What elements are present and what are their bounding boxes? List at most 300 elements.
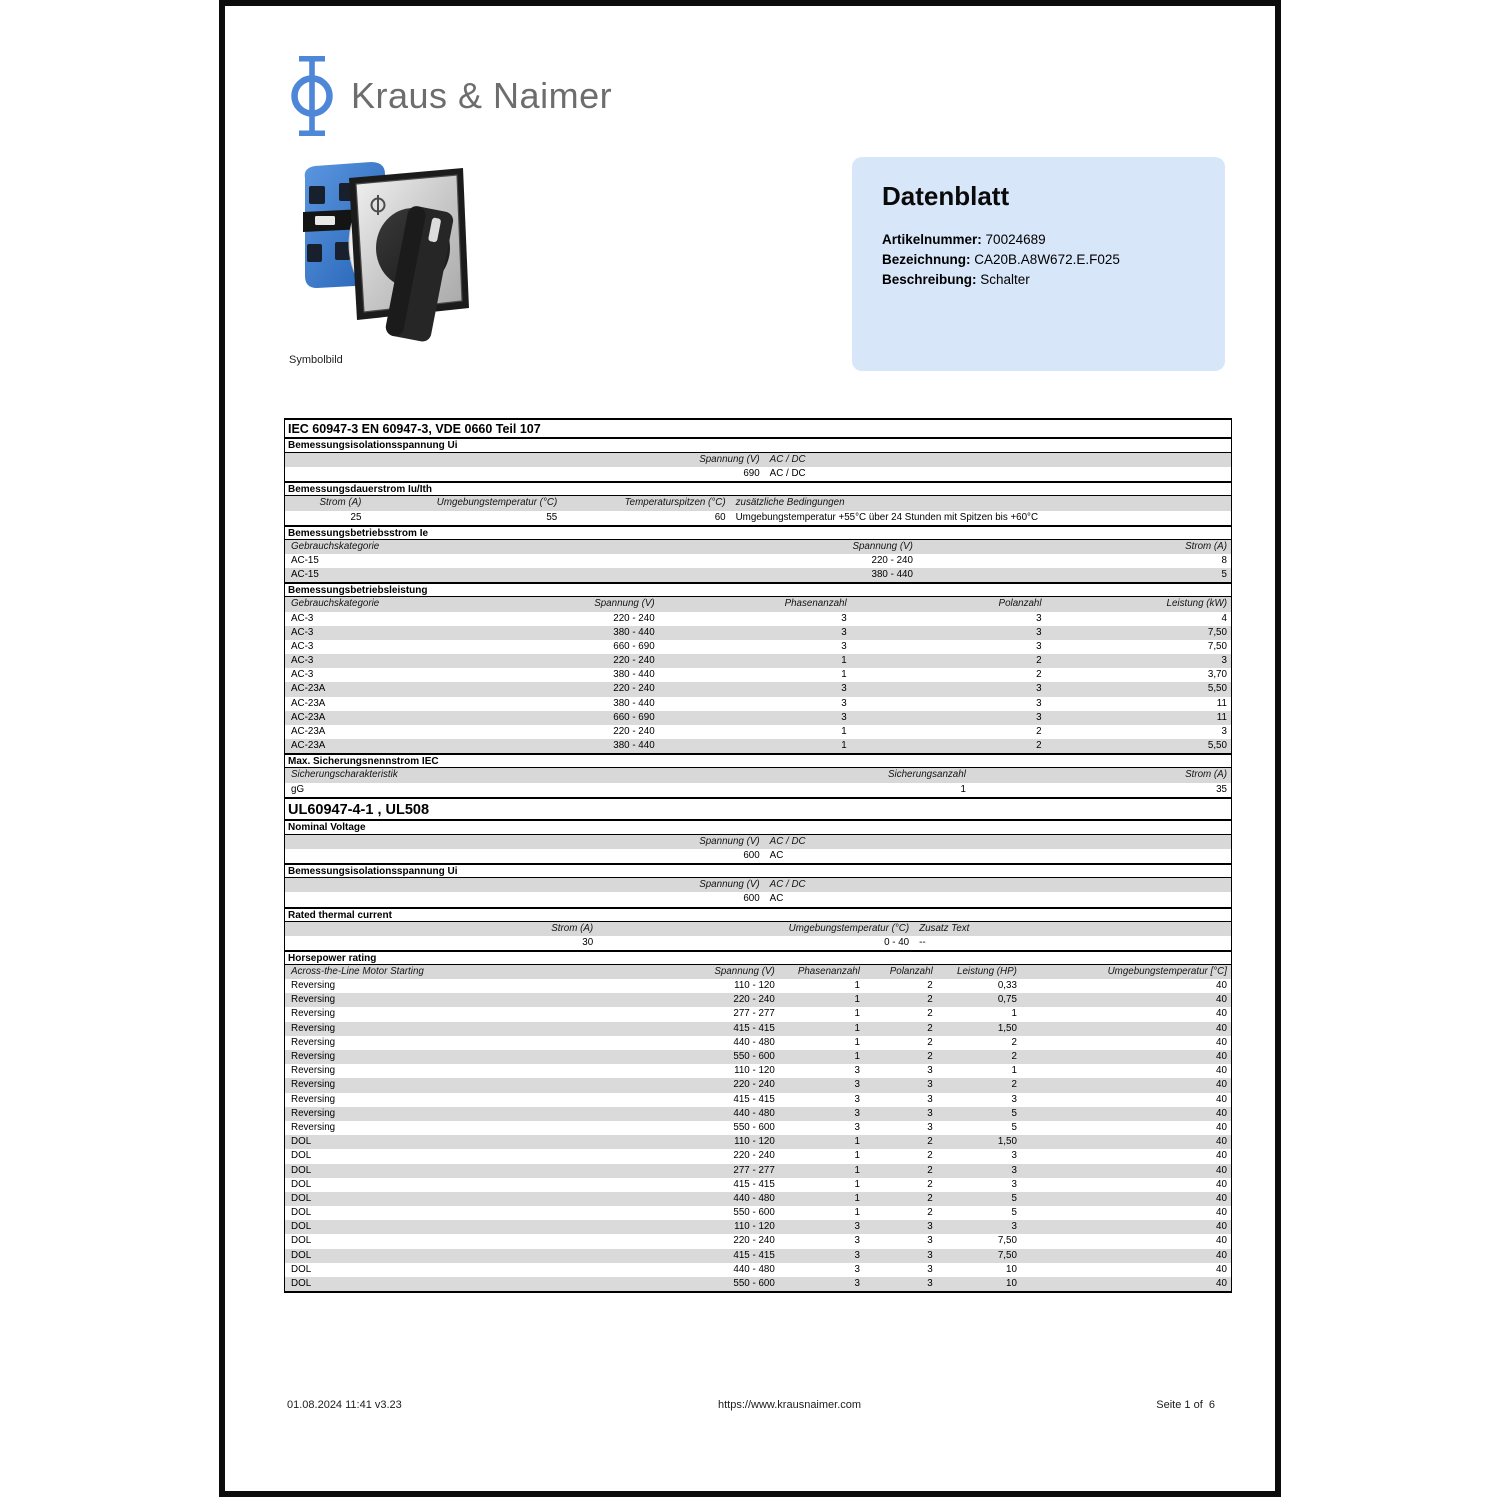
table-cell: 25 [350,511,362,523]
table-header-cell: Umgebungstemperatur (°C) [436,497,558,509]
description-label: Beschreibung: [882,272,977,287]
table-cell: 3 [1036,640,1042,652]
table-section-row: Rated thermal current [285,907,1231,922]
table-cell: 5 [1011,1121,1017,1133]
table-header-cell: Phasenanzahl [784,598,847,610]
table-cell: gG [291,783,305,795]
table-header-row [285,922,1231,936]
table-row [285,1164,1231,1178]
table-cell: DOL [291,1192,312,1204]
table-cell: 2 [927,1178,933,1190]
table-cell: DOL [291,1278,312,1289]
table-header-row [285,878,1231,892]
table-title-row: UL60947-4-1 , UL508 [285,797,1231,820]
table-cell: 40 [1216,1136,1227,1148]
table-cell: 3 [1011,1093,1017,1105]
table-cell: 1 [841,740,847,752]
table-cell: 2 [927,1207,933,1219]
table-cell: 220 - 240 [613,726,655,737]
table-cell: 3 [1011,1221,1017,1233]
brand-header [289,56,612,136]
footer-page-number: Seite 1 of 6 [1156,1399,1215,1411]
table-cell: 415 - 415 [733,1022,775,1034]
table-cell: 440 - 480 [733,1192,775,1204]
table-cell: 3 [854,1107,860,1119]
table-cell: 3,70 [1207,669,1227,681]
table-cell: 1 [854,994,860,1006]
table-cell: 2 [927,1150,933,1162]
table-row [285,993,1231,1007]
table-cell: 3 [854,1235,860,1247]
table-cell: 3 [854,1249,860,1261]
table-header-cell: Leistung (kW) [1166,598,1227,610]
table-cell: 440 - 480 [733,1036,775,1048]
table-row [285,612,1231,626]
table-cell: 11 [1216,697,1227,709]
table-cell: 3 [927,1235,933,1247]
table-cell: 8 [1221,554,1227,566]
designation-value: CA20B.A8W672.E.F025 [974,252,1120,267]
table-cell: 1 [854,1150,860,1162]
table-cell: 2 [1036,669,1042,681]
table-cell: 110 - 120 [734,1221,775,1233]
article-number-value: 70024689 [985,232,1046,247]
table-header-cell: Umgebungstemperatur [°C] [1107,965,1227,977]
table-header-cell: Temperaturspitzen (°C) [624,497,726,509]
table-row [285,1050,1231,1064]
table-cell: 110 - 120 [734,1136,775,1148]
table-cell: 440 - 480 [733,1263,775,1275]
table-cell: 1 [854,1008,860,1020]
table-cell: 2 [1011,1051,1017,1062]
table-cell: 380 - 440 [613,740,655,752]
table-cell: 2 [1036,655,1042,667]
article-number-field [882,230,1195,250]
table-header-cell: Strom (A) [551,922,594,934]
table-cell: 3 [1036,697,1042,709]
table-header-cell: Strom (A) [1185,540,1227,552]
table-cell: 5 [1221,569,1227,581]
table-cell: AC / DC [769,468,806,480]
table-cell: DOL [291,1263,312,1275]
table-cell: 415 - 415 [733,1178,775,1190]
table-cell: 40 [1216,1051,1227,1062]
table-cell: 1 [854,1207,860,1219]
table-cell: Reversing [291,1107,336,1119]
table-cell: 2 [927,1136,933,1148]
table-header-row [285,597,1231,611]
table-cell: 600 [743,893,760,905]
table-cell: 40 [1216,1192,1227,1204]
product-photo [293,156,478,351]
table-row [285,568,1231,582]
table-section-row: Horsepower rating [285,950,1231,965]
table-cell: DOL [291,1221,312,1233]
table-cell: 380 - 440 [613,626,655,638]
table-row [285,1206,1231,1220]
table-header-cell: Leistung (HP) [957,965,1017,977]
table-cell: 3 [1011,1164,1017,1176]
datasheet-infobox [852,157,1225,371]
table-cell: 110 - 120 [734,1065,775,1077]
table-cell: Reversing [291,1121,336,1133]
table-cell: 3 [1036,626,1042,638]
table-cell: 5,50 [1207,683,1227,695]
table-cell: 2 [927,1192,933,1204]
table-cell: 4 [1221,612,1227,624]
table-cell: 0 - 40 [884,936,910,948]
table-cell: 110 - 120 [734,980,775,992]
table-row [285,1093,1231,1107]
table-row [285,640,1231,654]
table-cell: Reversing [291,1093,336,1105]
table-cell: 40 [1216,1249,1227,1261]
table-cell: AC [769,893,784,905]
table-cell: 40 [1216,980,1227,992]
table-cell: Reversing [291,1022,336,1034]
table-cell: Reversing [291,1051,336,1062]
table-header-cell: Gebrauchskategorie [291,598,380,610]
table-header-row [285,496,1231,510]
table-cell: 1 [854,1022,860,1034]
table-cell: 1 [841,726,847,737]
table-cell: 3 [927,1249,933,1261]
table-cell: 3 [854,1093,860,1105]
table-header-cell: Spannung (V) [594,598,655,610]
table-cell: AC-15 [291,554,319,566]
table-cell: 30 [582,936,594,948]
table-header-cell: Spannung (V) [852,540,913,552]
table-header-row [285,965,1231,979]
table-row [285,1149,1231,1163]
table-row [285,1135,1231,1149]
description-value: Schalter [980,272,1030,287]
table-row [285,936,1231,950]
table-row [285,1107,1231,1121]
table-cell: 2 [927,980,933,992]
article-number-label: Artikelnummer: [882,232,982,247]
table-header-cell: Umgebungstemperatur (°C) [788,922,910,934]
description-field [882,270,1195,290]
table-header-cell: Across-the-Line Motor Starting [291,965,424,977]
table-cell: 3 [1221,726,1227,737]
table-cell: 1 [854,980,860,992]
table-cell: 3 [927,1263,933,1275]
table-cell: 1 [854,1051,860,1062]
table-cell: Reversing [291,1008,336,1020]
table-cell: 3 [927,1093,933,1105]
table-cell: AC-23A [291,711,326,723]
table-header-cell: Spannung (V) [699,835,760,847]
table-cell: 5,50 [1207,740,1227,752]
table-cell: Reversing [291,980,336,992]
table-cell: DOL [291,1164,312,1176]
table-row [285,467,1231,481]
table-cell: 3 [841,640,847,652]
table-cell: 277 - 277 [733,1008,775,1020]
table-cell: 415 - 415 [733,1249,775,1261]
table-cell: 40 [1216,1065,1227,1077]
table-header-cell: Spannung (V) [699,879,760,891]
table-cell: 2 [927,1022,933,1034]
table-header-cell: AC / DC [769,454,806,465]
table-cell: DOL [291,1249,312,1261]
table-cell: 3 [854,1263,860,1275]
table-cell: 3 [1011,1178,1017,1190]
table-cell: 3 [841,612,847,624]
table-cell: 600 [743,849,760,861]
table-cell: 220 - 240 [733,994,775,1006]
table-cell: DOL [291,1150,312,1162]
table-row [285,1249,1231,1263]
table-cell: 35 [1216,783,1227,795]
table-row [285,654,1231,668]
table-cell: Reversing [291,1079,336,1091]
table-cell: 220 - 240 [733,1150,775,1162]
table-row [285,1121,1231,1135]
table-cell: 3 [927,1121,933,1133]
table-header-cell: AC / DC [769,835,806,847]
table-row [285,711,1231,725]
table-row [285,725,1231,739]
table-cell: 550 - 600 [733,1207,775,1219]
table-cell: 40 [1216,1164,1227,1176]
page-title: Datenblatt [882,181,1010,211]
table-cell: AC [769,849,784,861]
table-cell: 2 [927,994,933,1006]
table-header-cell: Gebrauchskategorie [291,540,380,552]
table-cell: 3 [841,683,847,695]
table-cell: 415 - 415 [733,1093,775,1105]
table-cell: 1,50 [997,1022,1017,1034]
table-row [285,668,1231,682]
table-cell: 3 [854,1278,860,1289]
table-header-row [285,835,1231,849]
table-cell: AC-3 [291,655,314,667]
table-row [285,892,1231,906]
table-cell: 3 [1036,711,1042,723]
table-cell: 1 [854,1192,860,1204]
table-cell: 3 [841,711,847,723]
table-row [285,626,1231,640]
table-cell: AC-23A [291,697,326,709]
table-cell: 3 [1011,1150,1017,1162]
table-cell: 3 [1036,683,1042,695]
table-cell: 3 [1036,612,1042,624]
footer-url: https://www.krausnaimer.com [718,1399,862,1411]
table-row [285,1036,1231,1050]
table-cell: 220 - 240 [613,612,655,624]
table-cell: DOL [291,1178,312,1190]
table-section-row: Bemessungsdauerstrom Iu/Ith [285,481,1231,496]
table-cell: 1 [854,1136,860,1148]
table-cell: 3 [854,1079,860,1091]
table-cell: 2 [1036,726,1042,737]
footer-timestamp: 01.08.2024 11:41 v3.23 [287,1399,402,1411]
table-cell: 55 [546,511,558,523]
table-cell: 2 [927,1051,933,1062]
table-cell: Reversing [291,1036,336,1048]
table-cell: 5 [1011,1107,1017,1119]
table-header-cell: Polanzahl [889,965,933,977]
table-row [285,849,1231,863]
table-cell: AC-23A [291,683,326,695]
table-title-row: IEC 60947-3 EN 60947-3, VDE 0660 Teil 107 [285,418,1231,438]
table-cell: 40 [1216,1093,1227,1105]
table-cell: 60 [714,511,726,523]
table-cell: DOL [291,1235,312,1247]
table-row [285,682,1231,696]
table-cell: 1 [854,1036,860,1048]
table-cell: 3 [841,626,847,638]
kraus-naimer-phi-logo-icon [289,56,335,136]
table-header-cell: Spannung (V) [699,454,760,465]
table-cell: Reversing [291,994,336,1006]
table-cell: 11 [1216,711,1227,723]
table-cell: 40 [1216,1235,1227,1247]
table-cell: 40 [1216,1107,1227,1119]
table-cell: 40 [1216,1150,1227,1162]
table-cell: 660 - 690 [613,711,655,723]
table-row [285,979,1231,993]
table-cell: 7,50 [1207,640,1227,652]
table-cell: 1 [1011,1008,1017,1020]
table-cell: 2 [927,1164,933,1176]
table-cell: 3 [1221,655,1227,667]
table-cell: AC-3 [291,626,314,638]
table-cell: 40 [1216,1278,1227,1289]
table-cell: AC-15 [291,569,319,581]
spec-table [284,418,1232,1293]
table-cell: 3 [841,697,847,709]
table-header-cell: Spannung (V) [714,965,775,977]
table-cell: AC-23A [291,740,326,752]
table-cell: 220 - 240 [733,1079,775,1091]
table-row [285,1192,1231,1206]
table-cell: 40 [1216,1263,1227,1275]
table-header-row [285,540,1231,554]
table-cell: 2 [1011,1036,1017,1048]
table-row [285,783,1231,797]
table-cell: DOL [291,1207,312,1219]
table-cell: 1 [841,669,847,681]
table-cell: 40 [1216,1207,1227,1219]
table-row [285,1078,1231,1092]
table-header-cell: Sicherungscharakteristik [291,769,398,781]
table-cell: AC-23A [291,726,326,737]
table-cell: 40 [1216,1178,1227,1190]
table-cell: 380 - 440 [871,569,913,581]
table-cell: 40 [1216,1008,1227,1020]
table-header-cell: Polanzahl [998,598,1042,610]
table-header-cell: Sicherungsanzahl [888,769,966,781]
table-row [285,1220,1231,1234]
table-cell: 550 - 600 [733,1121,775,1133]
table-cell: 220 - 240 [613,683,655,695]
table-cell: 1,50 [997,1136,1017,1148]
table-section-row: Bemessungsisolationsspannung Ui [285,438,1231,453]
brand-name: Kraus & Naimer [351,75,613,116]
product-image-caption: Symbolbild [289,354,343,366]
table-cell: 380 - 440 [613,669,655,681]
table-cell: 220 - 240 [733,1235,775,1247]
table-cell: 1 [1011,1065,1017,1077]
table-cell: 220 - 240 [613,655,655,667]
table-cell: 0,75 [997,994,1017,1006]
datasheet-page [219,0,1281,1497]
table-cell: 1 [854,1178,860,1190]
table-cell: 2 [927,1008,933,1020]
table-header-cell: AC / DC [769,879,806,891]
table-cell: 7,50 [1207,626,1227,638]
table-row [285,511,1231,525]
table-cell: Umgebungstemperatur +55°C über 24 Stunden mit Spitzen bis +60°C [735,511,1039,523]
table-cell: 3 [927,1221,933,1233]
table-row [285,697,1231,711]
table-cell: DOL [291,1136,312,1148]
table-cell: 3 [927,1278,933,1289]
table-cell: 3 [927,1079,933,1091]
table-header-cell: Strom (A) [319,497,362,509]
table-row [285,1007,1231,1021]
table-header-cell: Phasenanzahl [797,965,860,977]
table-cell: 0,33 [997,980,1017,992]
table-row [285,1064,1231,1078]
table-cell: 40 [1216,1022,1227,1034]
table-cell: 10 [1006,1278,1017,1289]
table-header-cell: zusätzliche Bedingungen [735,497,845,509]
table-cell: 2 [1011,1079,1017,1091]
table-cell: 10 [1006,1263,1017,1275]
table-cell: 380 - 440 [613,697,655,709]
table-cell: 550 - 600 [733,1051,775,1062]
table-section-row: Max. Sicherungsnennstrom IEC [285,753,1231,768]
table-cell: 3 [854,1065,860,1077]
table-cell: 40 [1216,1036,1227,1048]
table-cell: 690 [743,468,760,480]
table-cell: 277 - 277 [733,1164,775,1176]
table-cell: 40 [1216,994,1227,1006]
table-cell: 40 [1216,1221,1227,1233]
table-section-row: Bemessungsbetriebsleistung [285,582,1231,597]
table-row [285,1277,1231,1291]
table-row [285,1234,1231,1248]
table-row [285,1263,1231,1277]
designation-label: Bezeichnung: [882,252,971,267]
table-cell: 440 - 480 [733,1107,775,1119]
table-row [285,739,1231,753]
table-cell: 40 [1216,1121,1227,1133]
table-row [285,554,1231,568]
table-header-row [285,768,1231,782]
table-row [285,1022,1231,1036]
designation-field [882,250,1195,270]
table-cell: -- [919,936,926,948]
table-cell: 5 [1011,1192,1017,1204]
table-cell: 7,50 [997,1249,1017,1261]
rotary-switch-illustration-icon [293,156,478,351]
table-cell: 3 [927,1065,933,1077]
table-cell: 7,50 [997,1235,1017,1247]
table-cell: 1 [960,783,966,795]
table-cell: 1 [854,1164,860,1176]
table-cell: 3 [927,1107,933,1119]
table-cell: 550 - 600 [733,1278,775,1289]
table-cell: Reversing [291,1065,336,1077]
table-cell: AC-3 [291,669,314,681]
table-cell: 2 [1036,740,1042,752]
table-cell: 1 [841,655,847,667]
